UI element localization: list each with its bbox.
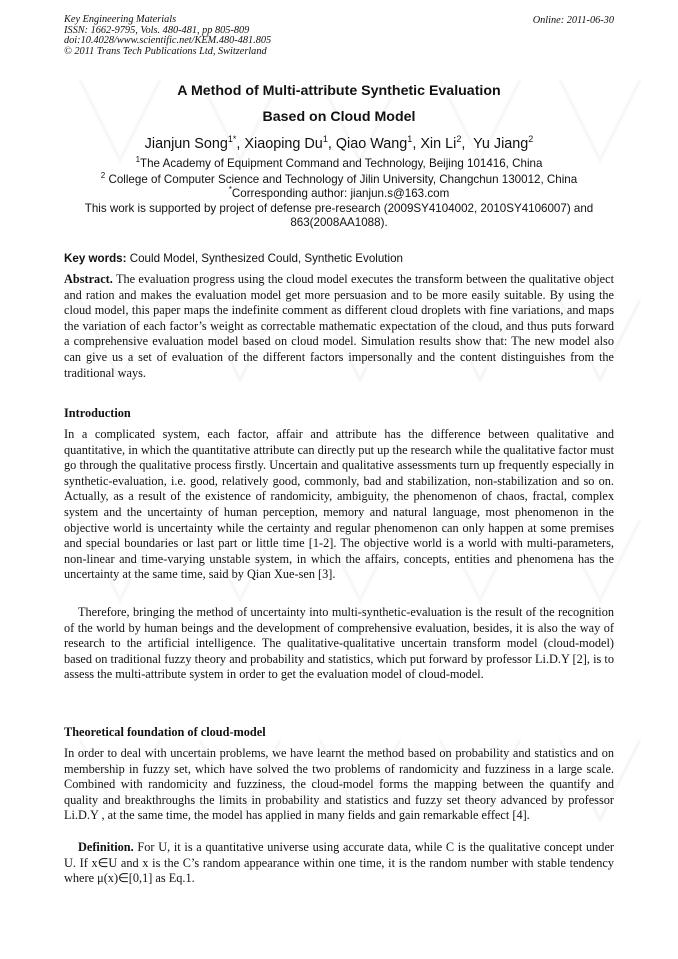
keywords-label: Key words: — [64, 252, 127, 265]
affiliation-1 — [64, 157, 614, 171]
author-sep: , — [236, 136, 245, 152]
author-sep: , — [461, 136, 474, 152]
author-sep: , — [412, 136, 421, 152]
journal-header — [64, 15, 271, 57]
affiliation-1-text: The Academy of Equipment Command and Technology, Beijing 101416, China — [140, 157, 543, 170]
keywords-text: Could Model, Synthesized Could, Synthetic Evolution — [129, 252, 403, 265]
funding-note: This work is supported by project of defense pre-research (2009SY4104002, 2010SY4106007) and 863(2008AA1088). — [84, 202, 594, 229]
corresponding-author — [64, 187, 614, 201]
affiliation-1-sup: 1 — [135, 155, 141, 164]
abstract-label: Abstract. — [64, 272, 113, 286]
paper-title-line2: Based on Cloud Model — [262, 109, 416, 125]
introduction-paragraph-2 — [64, 605, 614, 683]
abstract-text: The evaluation progress using the cloud model executes the transform between the qualitative object and ration and makes the evaluation model get more persuasion and to be more easily suitable. By using the cloud model, this paper maps the indefinite comment as different cloud droplets with fine variations, and maps the variation of each factor’s weight as correctable mathematic expectation of the cloud, and thus puts forward a comprehensive evaluation model based on cloud model. Simulation results show that: The new model also can give us a set of evaluation of the different factors impersonally and the content distinguishes from the traditional ways. — [64, 272, 614, 380]
author-name: Yu Jiang — [473, 136, 529, 152]
author-sup: 1* — [227, 134, 237, 144]
journal-name: Key Engineering Materials — [64, 14, 177, 25]
author-sup: 1 — [407, 134, 413, 144]
copyright-line: © 2011 Trans Tech Publications Ltd, Switzerland — [64, 45, 267, 57]
affiliation-2-sup: 2 — [100, 171, 106, 180]
paper-title-line1: A Method of Multi-attribute Synthetic Evaluation — [177, 83, 501, 99]
introduction-heading: Introduction — [64, 406, 131, 420]
definition-label: Definition. — [78, 840, 134, 854]
theory-heading: Theoretical foundation of cloud-model — [64, 725, 266, 739]
definition-paragraph — [64, 840, 614, 887]
corresponding-email: Corresponding author: jianjun.s@163.com — [231, 187, 450, 200]
author-name: Qiao Wang — [335, 136, 408, 152]
online-date: Online: 2011-06-30 — [532, 15, 614, 26]
keywords — [64, 252, 614, 265]
theory-paragraph-1: In order to deal with uncertain problems, we have learnt the method based on probability and statistics and on membership in fuzzy set, which have solved the two problems of randomicity and fuzziness in a large scale. Combined with randomicity and fuzziness, the cloud-model forms the mapping between the quantify and quality and breakthroughs the limits in probability and statistics and fuzzy set theory advanced by professor Li.D.Y , at the same time, the model has applied in many fields and gain remarkable effect [4]. — [64, 746, 614, 823]
introduction-paragraph-1: In a complicated system, each factor, affair and attribute has the difference between qualitative and quantitative, in which the quantitative attribute can directly put up the research while the qualitative factor must go through the qualitative process firstly. Uncertain and qualitative assessments turn up frequently especially in synthetic-evaluation, i.e. good, relatively good, commonly, bad and stabilization, non-stabilization and so on. Actually, as a result of the existence of randomicity, ambiguity, the phenomenon of chaos, fractal, complex system and the uncertainty of human perception, memory and natural language, most phenomenon in the objective world is uncertainty while the certainty and regular phenomenon can only happen at some premises and special boundaries or last part or little time [1-2]. The objective world is a world with multi-parameters, non-linear and time-varying unstable system, in which the affairs, concepts, entities and phenomena has the uncertainty at the same time, said by Qian Xue-sen [3]. — [64, 427, 614, 582]
author-sep: , — [327, 136, 336, 152]
affiliation-2-text: College of Computer Science and Technology of Jilin University, Changchun 130012, China — [108, 173, 578, 186]
introduction-paragraph-2-text: Therefore, bringing the method of uncertainty into multi-synthetic-evaluation is the result of the recognition of the world by human beings and the development of comprehensive evaluation, besides, it is also the way of research to the artificial intelligence. The qualitative-qualitative uncertain transform model (cloud-model) based on traditional fuzzy theory and probability and statistics, which put forward by professor Li.D.Y [2], is to assess the multi-attribute system in order to get the evaluation model of cloud-model. — [64, 605, 614, 682]
author-list — [64, 136, 614, 152]
doi-line: doi:10.4028/www.scientific.net/KEM.480-481.805 — [64, 35, 272, 47]
abstract — [64, 272, 614, 381]
author-sup: 2 — [456, 134, 462, 144]
author-name: Xiaoping Du — [244, 136, 323, 152]
author-name: Jianjun Song — [144, 136, 228, 152]
definition-text: For U, it is a quantitative universe using accurate data, while C is the qualitative concept under U. If x∈U and x is the C’s random appearance within one time, it is the random number with stable tendency where μ(x)∈[0,1] as Eq.1. — [64, 840, 614, 886]
corresponding-sup: * — [228, 185, 232, 194]
author-sup: 1 — [322, 134, 328, 144]
author-name: Xin Li — [420, 136, 457, 152]
affiliation-2 — [64, 173, 614, 187]
issn-line: ISSN: 1662-9795, Vols. 480-481, pp 805-809 — [64, 24, 250, 36]
author-sup: 2 — [528, 134, 534, 144]
